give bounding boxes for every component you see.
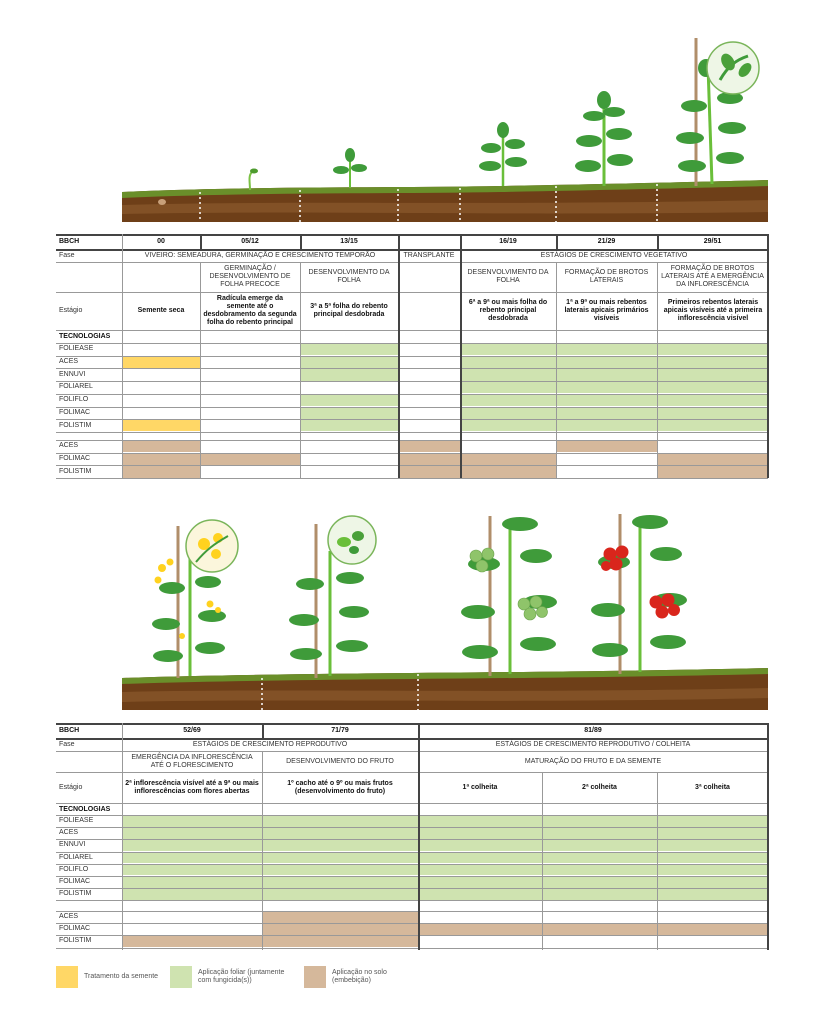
table1-hline-0 bbox=[56, 234, 768, 236]
table1-cell-soil-0-0 bbox=[122, 441, 200, 453]
table2-estagio-colheita-1: 1ª colheita bbox=[462, 784, 498, 791]
table1-cell-soil-1-6 bbox=[657, 453, 768, 465]
table1-product-soil-aces: ACES bbox=[59, 442, 79, 450]
table2-cell-foliar-2-0 bbox=[122, 840, 262, 851]
table2-vline-1 bbox=[262, 723, 264, 738]
table1-vline-11 bbox=[767, 234, 769, 478]
table1-product-foliar-folimac: FOLIMAC bbox=[59, 408, 91, 416]
vegetative-plants-svg bbox=[0, 0, 825, 228]
table1-vline-10 bbox=[657, 262, 658, 478]
table2-hline-3 bbox=[56, 772, 768, 773]
table1-vline-2 bbox=[200, 262, 201, 478]
table2-cell-soil-1-2 bbox=[418, 924, 542, 935]
table2-product-soil-folimac: FOLIMAC bbox=[59, 925, 91, 933]
table2-estagio-colheita-3: 3ª colheita bbox=[695, 784, 730, 791]
branching-plant-icon bbox=[575, 91, 633, 186]
legend-seed-label: Tratamento da semente bbox=[84, 973, 159, 980]
table1-product-foliar-folistim: FOLISTIM bbox=[59, 421, 92, 429]
table2-hline-foliar-2 bbox=[56, 839, 768, 840]
table2-cell-foliar-5-3 bbox=[542, 877, 657, 888]
table2-vline-0 bbox=[122, 723, 123, 950]
table2-cell-foliar-2-1 bbox=[262, 840, 418, 851]
table2-vline-2 bbox=[262, 751, 263, 950]
table1-cell-foliar-4-4 bbox=[460, 394, 556, 406]
table1-bbch-29-51: 29/51 bbox=[703, 238, 722, 245]
table1-cell-foliar-1-2 bbox=[300, 356, 398, 368]
table2-product-soil-folistim: FOLISTIM bbox=[59, 937, 92, 945]
flower-badge-icon bbox=[186, 520, 238, 572]
table2-cell-foliar-6-3 bbox=[542, 889, 657, 900]
table1-hline-1 bbox=[56, 249, 768, 251]
table2-product-foliar-foliflo: FOLIFLO bbox=[59, 865, 89, 873]
table1-cell-foliar-3-6 bbox=[657, 382, 768, 394]
table1-cell-foliar-5-5 bbox=[556, 407, 657, 419]
table1-cell-foliar-5-6 bbox=[657, 407, 768, 419]
table2-cell-foliar-5-4 bbox=[657, 877, 768, 888]
table2-bbch-71-79: 71/79 bbox=[331, 727, 349, 734]
table1-cell-soil-1-3 bbox=[398, 453, 460, 465]
table2-cell-soil-0-1 bbox=[262, 912, 418, 923]
table2-cell-foliar-3-4 bbox=[657, 852, 768, 863]
table2-cell-foliar-1-0 bbox=[122, 828, 262, 839]
legend-seed-swatch bbox=[56, 966, 78, 988]
table2-cell-foliar-2-4 bbox=[657, 840, 768, 851]
table2-cell-soil-2-0 bbox=[122, 936, 262, 947]
table2-product-foliar-ennuvi: ENNUVI bbox=[59, 841, 86, 849]
table1-bbch-16-19: 16/19 bbox=[499, 238, 517, 245]
table1-hline-foliar-6 bbox=[56, 419, 768, 420]
table1-cell-foliar-2-5 bbox=[556, 369, 657, 381]
table2-hline-foliar-3 bbox=[56, 852, 768, 853]
table1-cell-foliar-6-6 bbox=[657, 420, 768, 432]
table1-cell-foliar-2-2 bbox=[300, 369, 398, 381]
table1-cell-soil-2-6 bbox=[657, 466, 768, 478]
table1-hline-4 bbox=[56, 330, 768, 331]
table2-cell-foliar-5-1 bbox=[262, 877, 418, 888]
table1-cell-soil-1-0 bbox=[122, 453, 200, 465]
table2-estagio-label: Estágio bbox=[59, 784, 83, 791]
table1-vline-4 bbox=[300, 262, 301, 478]
reproductive-plants-svg bbox=[0, 500, 825, 715]
table2-cell-foliar-1-4 bbox=[657, 828, 768, 839]
table1-cell-foliar-6-0 bbox=[122, 420, 200, 432]
table1-hline-soil-1 bbox=[56, 453, 768, 454]
table1-estagio-21-29: 1ª a 9ª ou mais rebentos laterais apicais primários visíveis bbox=[564, 299, 649, 322]
young-plant-icon bbox=[333, 148, 367, 188]
table2-hline-foliar-5 bbox=[56, 876, 768, 877]
table2-hline-foliar-1 bbox=[56, 827, 768, 828]
table2-cell-foliar-1-1 bbox=[262, 828, 418, 839]
table2-product-foliar-foliarel: FOLIAREL bbox=[59, 853, 93, 861]
table1-bbch-05-12: 05/12 bbox=[241, 238, 259, 245]
table1-estagio-05-12: Radícula emerge da semente até o desdobramento da segunda folha do rebento principal bbox=[203, 295, 297, 326]
table1-product-soil-folistim: FOLISTIM bbox=[59, 467, 92, 475]
table1-fase-vegetativo: ESTÁGIOS DE CRESCIMENTO VEGETATIVO bbox=[540, 252, 688, 259]
table2-cell-foliar-2-3 bbox=[542, 840, 657, 851]
table1-cell-foliar-0-6 bbox=[657, 344, 768, 356]
table2-cell-foliar-3-3 bbox=[542, 852, 657, 863]
table2-vline-3 bbox=[418, 723, 420, 950]
table1-cell-foliar-2-6 bbox=[657, 369, 768, 381]
table1-cell-foliar-3-5 bbox=[556, 382, 657, 394]
fruit-badge-icon bbox=[328, 516, 376, 564]
table2-cell-foliar-4-1 bbox=[262, 864, 418, 875]
table1-vline-6 bbox=[460, 234, 462, 478]
table1-cell-foliar-1-5 bbox=[556, 356, 657, 368]
table2-product-soil-aces: ACES bbox=[59, 913, 79, 921]
table1-estagio-label: Estágio bbox=[59, 307, 83, 314]
table1-subfase-desenv-folha-2: DESENVOLVIMENTO DA FOLHA bbox=[467, 269, 549, 284]
table1-cell-foliar-6-5 bbox=[556, 420, 657, 432]
table2-cell-foliar-6-1 bbox=[262, 889, 418, 900]
table2-cell-foliar-6-2 bbox=[418, 889, 542, 900]
table2-cell-foliar-0-1 bbox=[262, 816, 418, 827]
table2-hline-soil-1 bbox=[56, 923, 768, 924]
table2-cell-foliar-6-4 bbox=[657, 889, 768, 900]
table1-bbch-13-15: 13/15 bbox=[340, 238, 358, 245]
table1-vline-8 bbox=[556, 262, 557, 478]
table2-cell-foliar-0-2 bbox=[418, 816, 542, 827]
table1-cell-foliar-4-5 bbox=[556, 394, 657, 406]
table2-hline-soil-2 bbox=[56, 935, 768, 936]
table1-estagio-16-19: 6ª a 9ª ou mais folha do rebento principal desdobrada bbox=[468, 299, 548, 322]
table1-cell-foliar-1-0 bbox=[122, 356, 200, 368]
table2-cell-soil-1-3 bbox=[542, 924, 657, 935]
table1-hline-foliar-7 bbox=[56, 432, 768, 433]
table1-estagio-00: Semente seca bbox=[137, 307, 185, 314]
table2-cell-foliar-1-3 bbox=[542, 828, 657, 839]
table2-hline-foliar-0 bbox=[56, 815, 768, 816]
table1-vline-5 bbox=[398, 234, 400, 478]
table2-fase-reprodutivo: ESTÁGIOS DE CRESCIMENTO REPRODUTIVO bbox=[192, 741, 348, 748]
table1-cell-foliar-3-4 bbox=[460, 382, 556, 394]
table1-hline-foliar-4 bbox=[56, 394, 768, 395]
table2-cell-soil-1-4 bbox=[657, 924, 768, 935]
table1-hline-foliar-2 bbox=[56, 368, 768, 369]
table2-bbch-81-89: 81/89 bbox=[584, 727, 602, 734]
table2-bbch-52-69: 52/69 bbox=[183, 727, 201, 734]
table1-hline-soil-3 bbox=[56, 478, 768, 479]
table2-cell-soil-1-1 bbox=[262, 924, 418, 935]
leafy-plant-icon bbox=[479, 122, 527, 186]
table1-cell-foliar-5-2 bbox=[300, 407, 398, 419]
table2-vline-5 bbox=[657, 772, 658, 950]
table1-hline-foliar-3 bbox=[56, 381, 768, 382]
table2-bbch-label: BBCH bbox=[59, 727, 80, 734]
table1-cell-foliar-1-4 bbox=[460, 356, 556, 368]
table1-cell-foliar-4-6 bbox=[657, 394, 768, 406]
table1-tecnologias-label: TECNOLOGIAS bbox=[59, 333, 111, 340]
table2-cell-foliar-4-0 bbox=[122, 864, 262, 875]
table2-hline-0 bbox=[56, 723, 768, 725]
table2-vline-4 bbox=[542, 772, 543, 950]
flower-bud-badge-icon bbox=[707, 42, 759, 94]
table1-cell-foliar-0-2 bbox=[300, 344, 398, 356]
table2-cell-foliar-4-2 bbox=[418, 864, 542, 875]
table2-cell-foliar-6-0 bbox=[122, 889, 262, 900]
table2-estagio-52-69: 2ª inflorescência visível até a 9ª ou mais inflorescências com flores abertas bbox=[125, 780, 259, 795]
table2-cell-foliar-4-3 bbox=[542, 864, 657, 875]
table1-product-foliar-foliarel: FOLIAREL bbox=[59, 383, 93, 391]
table1-cell-foliar-0-4 bbox=[460, 344, 556, 356]
table2-estagio-71-79: 1º cacho até o 9º ou mais frutos (desenvolvimento do fruto) bbox=[287, 780, 393, 795]
table1-product-soil-folimac: FOLIMAC bbox=[59, 455, 91, 463]
table2-cell-foliar-4-4 bbox=[657, 864, 768, 875]
table2-subfase-inflorescencia: EMERGÊNCIA DA INFLORESCÊNCIA ATÉ O FLORESCIMENTO bbox=[131, 754, 253, 769]
ripe-fruit-plant-icon bbox=[591, 514, 687, 674]
table1-product-foliar-aces: ACES bbox=[59, 358, 79, 366]
table2-cell-foliar-3-1 bbox=[262, 852, 418, 863]
table2-hline-4 bbox=[56, 803, 768, 804]
table1-hline-soil-2 bbox=[56, 465, 768, 466]
table2-cell-foliar-2-2 bbox=[418, 840, 542, 851]
table1-cell-foliar-0-5 bbox=[556, 344, 657, 356]
table1-hline-3 bbox=[56, 292, 768, 293]
table2-fase-label: Fase bbox=[59, 741, 75, 748]
table2-product-foliar-folimac: FOLIMAC bbox=[59, 878, 91, 886]
table2-product-foliar-folistim: FOLISTIM bbox=[59, 890, 92, 898]
legend-foliar-label: Aplicação foliar (juntamente com fungicida(s)) bbox=[198, 969, 285, 984]
table2-hline-1 bbox=[56, 738, 768, 740]
table1-estagio-29-51: Primeiros rebentos laterais apicais visíveis até a primeira inflorescência visível bbox=[663, 299, 763, 322]
table2-fase-colheita: ESTÁGIOS DE CRESCIMENTO REPRODUTIVO / COLHEITA bbox=[495, 741, 691, 748]
table1-product-foliar-foliflo: FOLIFLO bbox=[59, 396, 89, 404]
table1-cell-soil-1-4 bbox=[460, 453, 556, 465]
green-fruit-plant-icon bbox=[461, 516, 557, 676]
table2-subfase-maturacao: MATURAÇÃO DO FRUTO E DA SEMENTE bbox=[524, 758, 662, 765]
table2-hline-2 bbox=[56, 751, 768, 752]
legend-foliar-swatch bbox=[170, 966, 192, 988]
table1-cell-foliar-2-4 bbox=[460, 369, 556, 381]
table2-cell-foliar-3-0 bbox=[122, 852, 262, 863]
table2-cell-foliar-1-2 bbox=[418, 828, 542, 839]
table2-hline-foliar-7 bbox=[56, 900, 768, 901]
table2-cell-foliar-3-2 bbox=[418, 852, 542, 863]
table1-vline-7 bbox=[556, 234, 558, 249]
table1-fase-viveiro: VIVEIRO: SEMEADURA, GERMINAÇÃO E CRESCIMENTO TEMPORÃO bbox=[144, 252, 376, 259]
table1-cell-soil-0-3 bbox=[398, 441, 460, 453]
table1-cell-soil-2-0 bbox=[122, 466, 200, 478]
seed-icon bbox=[158, 199, 166, 205]
legend-soil-swatch bbox=[304, 966, 326, 988]
table1-bbch-00: 00 bbox=[157, 238, 165, 245]
table2-cell-foliar-0-3 bbox=[542, 816, 657, 827]
legend bbox=[0, 960, 825, 1000]
table1-hline-2 bbox=[56, 262, 768, 263]
table2-cell-foliar-5-0 bbox=[122, 877, 262, 888]
table1-fase-label: Fase bbox=[59, 252, 75, 259]
table1-product-foliar-ennuvi: ENNUVI bbox=[59, 370, 86, 378]
table2-hline-soil-0 bbox=[56, 911, 768, 912]
table1-vline-3 bbox=[300, 234, 302, 249]
table1-fase-transplante: TRANSPLANTE bbox=[403, 252, 455, 259]
table1-subfase-brotos: FORMAÇÃO DE BROTOS LATERAIS bbox=[564, 269, 649, 284]
table1-cell-foliar-1-6 bbox=[657, 356, 768, 368]
table1-cell-soil-0-5 bbox=[556, 441, 657, 453]
table2-hline-soil-3 bbox=[56, 948, 768, 949]
table1-cell-foliar-6-4 bbox=[460, 420, 556, 432]
table1-vline-0 bbox=[122, 234, 123, 478]
seedling-icon bbox=[250, 169, 259, 191]
table1-hline-foliar-1 bbox=[56, 356, 768, 357]
table2-cell-foliar-0-0 bbox=[122, 816, 262, 827]
table2-estagio-colheita-2: 2ª colheita bbox=[582, 784, 617, 791]
table1-bbch-21-29: 21/29 bbox=[597, 238, 616, 245]
table1-vline-1 bbox=[200, 234, 202, 249]
table1-subfase-brotos-inflorescencia: FORMAÇÃO DE BROTOS LATERAIS ATÉ A EMERGÊNCIA DA INFLORESCÊNCIA bbox=[661, 265, 764, 288]
table1-cell-foliar-6-2 bbox=[300, 420, 398, 432]
table1-vline-9 bbox=[657, 234, 659, 249]
table2-subfase-fruto: DESENVOLVIMENTO DO FRUTO bbox=[286, 758, 394, 765]
table1-hline-soil-0 bbox=[56, 440, 768, 441]
table2-hline-foliar-6 bbox=[56, 888, 768, 889]
table2-cell-soil-2-1 bbox=[262, 936, 418, 947]
table1-product-foliar-foliease: FOLIEASE bbox=[59, 345, 94, 353]
table1-subfase-germinacao: GERMINAÇÃO / DESENVOLVIMENTO DE FOLHA PRECOCE bbox=[209, 265, 291, 288]
table2-cell-foliar-5-2 bbox=[418, 877, 542, 888]
table2-cell-foliar-0-4 bbox=[657, 816, 768, 827]
reproductive-stage-illustration bbox=[0, 500, 825, 715]
legend-soil-label: Aplicação no solo (embebição) bbox=[332, 969, 387, 984]
table1-bbch-label: BBCH bbox=[59, 238, 80, 245]
table2-product-foliar-foliease: FOLIEASE bbox=[59, 817, 94, 825]
vegetative-stage-illustration bbox=[0, 0, 825, 228]
table2-product-foliar-aces: ACES bbox=[59, 829, 79, 837]
table2-tecnologias-label: TECNOLOGIAS bbox=[59, 805, 111, 813]
table1-hline-foliar-0 bbox=[56, 343, 768, 344]
table1-hline-foliar-5 bbox=[56, 407, 768, 408]
table1-estagio-13-15: 3ª a 5ª folha do rebento principal desdobrada bbox=[310, 303, 388, 318]
table1-cell-foliar-5-4 bbox=[460, 407, 556, 419]
table1-cell-soil-2-4 bbox=[460, 466, 556, 478]
table2-vline-6 bbox=[767, 723, 769, 950]
table1-cell-foliar-4-2 bbox=[300, 394, 398, 406]
table1-cell-soil-1-1 bbox=[200, 453, 300, 465]
table1-subfase-desenv-folha: DESENVOLVIMENTO DA FOLHA bbox=[308, 269, 390, 284]
table2-hline-foliar-4 bbox=[56, 864, 768, 865]
table1-cell-soil-2-3 bbox=[398, 466, 460, 478]
